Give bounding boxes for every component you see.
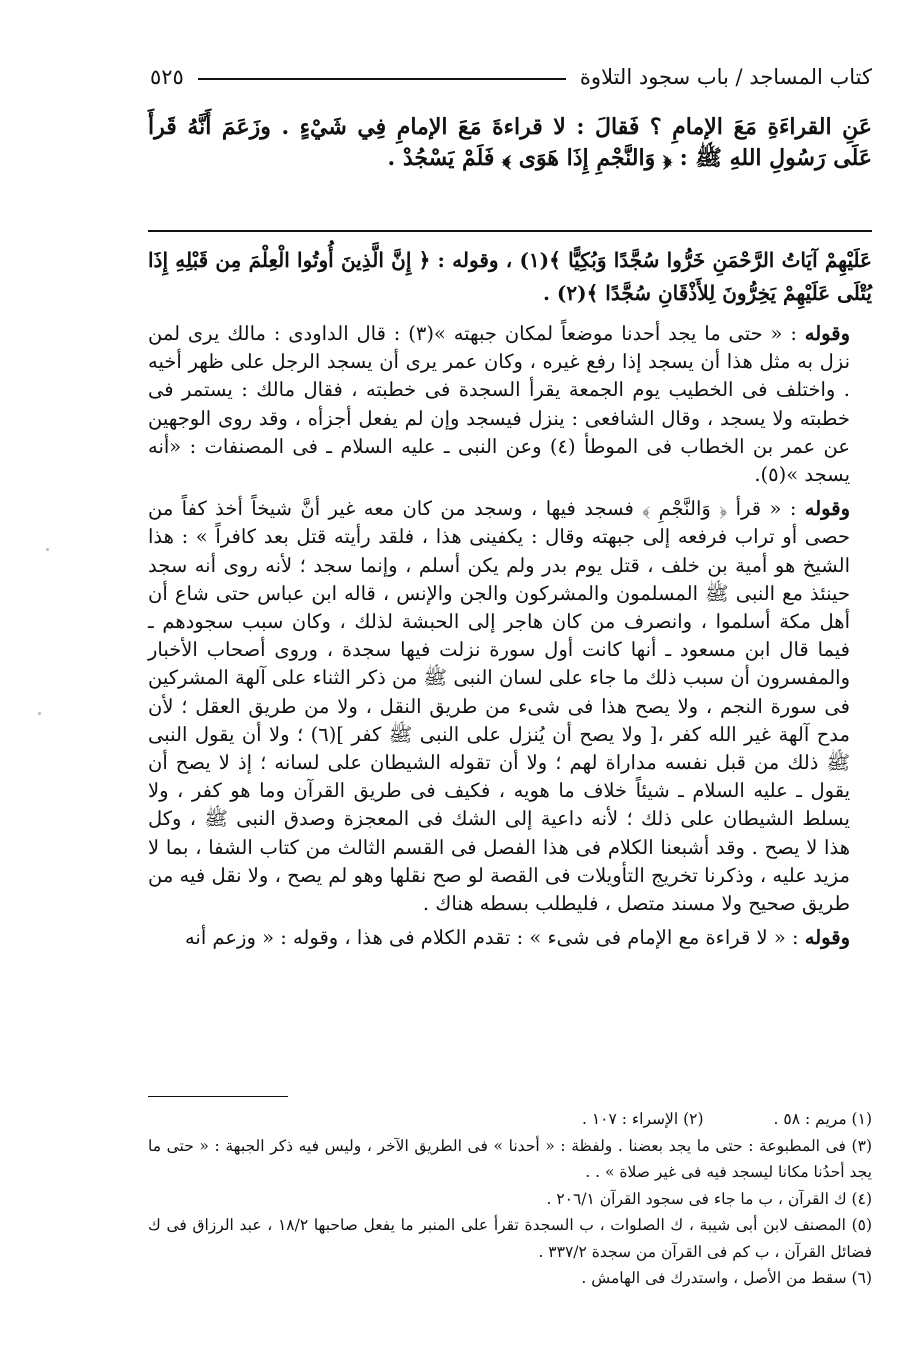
commentary-paragraph-4 [148, 924, 872, 952]
footnote-6: (٦) سقط من الأصل ، واستدرك فى الهامش . [581, 1269, 872, 1287]
commentary-paragraph-2 [148, 320, 872, 489]
paragraph-text: : « حتى ما يجد أحدنا موضعاً لمكان جبهته »(٣) : قال الداودى : مالك يرى لمن نزل به مثل هذا أن يسجد إذا رفع غيره ، وكان عمر يرى أن يسجد الرجل على ظهر أخيه . واختلف فى الخطيب يوم الجمعة يقرأ السجدة فى خطبته ، فقال مالك : يستمر فى خطبته ولا يسجد ، وقال الشافعى : ينزل فيسجد وإن لم يفعل أجزأه ، وقد روى الوجهين عن عمر بن الخطاب فى الموطأ (٤) وعن النبى ـ عليه السلام ـ فى المصنفات : «أنه يسجد »(٥). [148, 322, 851, 487]
hadith-text: عَنِ القراءَةِ مَعَ الإمامِ ؟ فَقالَ : لا قراءةَ مَعَ الإمامِ فِي شَيْءٍ . وزَعَمَ أَنَّهُ قَرأَ عَلَى رَسُولِ اللهِ ﷺ : ﴿ وَالنَّجْمِ إِذَا هَوَى ﴾ فَلَمْ يَسْجُدْ . [148, 114, 872, 171]
footnote-row [148, 1106, 872, 1133]
footnote-5: (٥) المصنف لابن أبى شيبة ، ك الصلوات ، ب السجدة تقرأ على المنبر ما يفعل صاحبها ١٨/٢ ، عبد الرزاق فى ك فضائل القرآن ، ب كم فى القرآن من سجدة ٣٣٧/٢ . [148, 1216, 873, 1261]
footnote-2: (٢) الإسراء : ١٠٧ . [581, 1110, 704, 1128]
paragraph-text: : « قرأ ﴿ وَالنَّجْمِ ﴾ فسجد فيها ، وسجد من كان معه غير أنَّ شيخاً أخذ كفاً من حصى أو تراب فرفعه إلى جبهته وقال : يكفينى هذا ، فلقد رأيته قتل بعد كافراً » : هذا الشيخ هو أمية بن خلف ، قتل يوم بدر ولم يكن أسلم ، وإنما سجد ؛ لأنه روى أنه سجد حينئذ مع النبى ﷺ المسلمون والمشركون والجن والإنس ، قاله ابن عباس حتى شاع أن أهل مكة أسلموا ، وانصرف من كان هاجر إلى الحبشة لذلك ، وكان سبب سجودهم ـ فيما قال ابن مسعود ـ أنها كانت أول سورة نزلت فيها سجدة ، وروى أصحاب الأخبار والمفسرون أن سبب ذلك ما جاء على لسان النبى ﷺ من ذكر الثناء على آلهة المشركين فى سورة النجم ، ولا يصح هذا فى شىء من طريق النقل ، ولا من طريق العقل ؛ لأن مدح آلهة غير الله كفر ،[ ولا يصح أن يُنزل على النبى ﷺ كفر ](٦) ؛ ولا أن يقول النبى ﷺ ذلك من قبل نفسه مداراة لهم ؛ ولا أن تقوله الشيطان على لسانه ؛ إذ لا يصح أن يقول ـ عليه السلام ـ شيئاً خلاف ما هويه ، فكيف فى طريق القرآن وما هو كفر ، ولا يسلط الشيطان على ذلك ؛ لأنه داعية إلى الشك فى المعجزة وصدق النبى ﷺ ، وكل هذا لا يصح . وقد أشبعنا الكلام فى هذا الفصل فى القسم الثالث من كتاب الشفا ، بما لا مزيد عليه ، وذكرنا تخريج التأويلات فى القصة لو صح نقلها وهو لم يصح ، ولا نقل فيه من طريق صحيح ولا مسند متصل ، فليطلب بسطه هناك . [148, 497, 850, 916]
commentary-paragraph-3 [148, 495, 872, 918]
running-title: كتاب المساجد / باب سجود التلاوة [579, 65, 872, 89]
footnote-4: (٤) ك القرآن ، ب ما جاء فى سجود القرآن ٢٠٦/١ . [546, 1189, 872, 1208]
margin-speck [38, 712, 41, 715]
paragraph-lead-word: وقوله [804, 926, 850, 950]
footnote-rule [148, 1096, 288, 1097]
footnotes [148, 1106, 872, 1292]
margin-speck [46, 548, 49, 551]
commentary-body [148, 244, 872, 958]
commentary-paragraph-1: عَلَيْهِمْ آيَاتُ الرَّحْمَنِ خَرُّوا سُجَّدًا وَبُكِيًّا ﴾(١) ، وقوله : ﴿ إِنَّ الَّذِينَ أُوتُوا الْعِلْمَ مِن قَبْلِهِ إِذَا يُتْلَى عَلَيْهِمْ يَخِرُّونَ لِلأَذْقَانِ سُجَّدًا ﴾(٢) . [148, 248, 872, 305]
paragraph-lead-word: وقوله [804, 497, 850, 521]
header-rule [198, 78, 566, 80]
footnote-3: (٣) فى المطبوعة : حتى ما يجد بعضنا . ولفظة : « أحدنا » فى الطريق الآخر ، وليس فيه ذكر الجبهة : « حتى ما يجد أحدُنا مكانا ليسجد فيه فى غير صلاة » . . [148, 1136, 872, 1181]
page-number: ٥٢٥ [150, 65, 184, 89]
footnote-1: (١) مريم : ٥٨ . [773, 1110, 872, 1128]
page-header [150, 62, 872, 92]
paragraph-lead-word: وقوله [804, 322, 850, 345]
paragraph-text: : « لا قراءة مع الإمام فى شىء » : تقدم الكلام فى هذا ، وقوله : « وزعم أنه [184, 926, 805, 950]
section-divider [148, 230, 872, 232]
